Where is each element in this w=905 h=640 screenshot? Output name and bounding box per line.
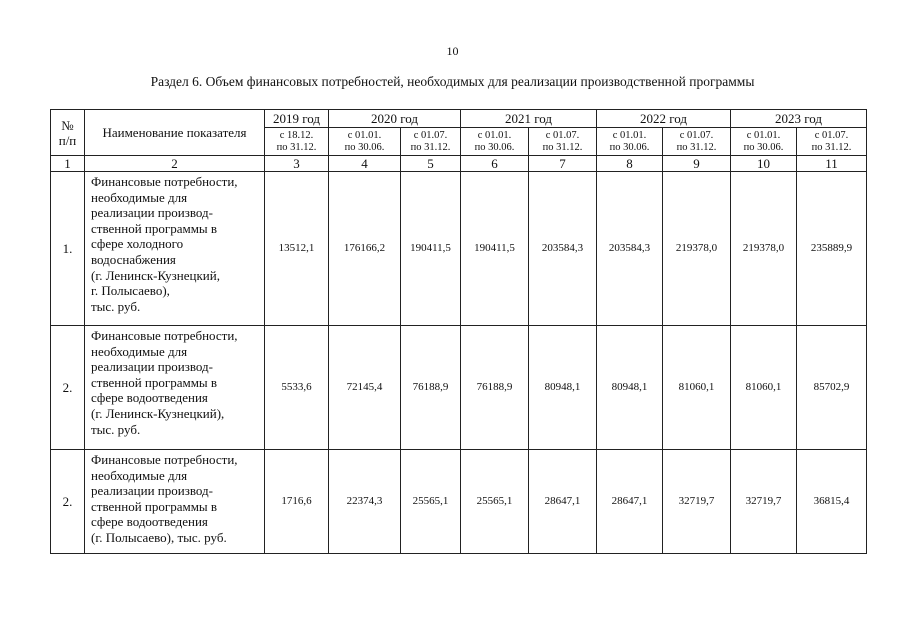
period-start: с 01.07. — [545, 129, 580, 141]
period-end: по 31.12. — [676, 141, 717, 153]
value-cell: 190411,5 — [401, 172, 461, 326]
indicator-name-line: ственной программы в — [91, 374, 218, 390]
period-header — [731, 128, 797, 156]
value-cell: 80948,1 — [597, 326, 663, 450]
period-end: по 30.06. — [474, 141, 515, 153]
indicator-name-line: ственной программы в — [91, 498, 218, 514]
period-end: по 31.12. — [410, 141, 451, 153]
value-cell: 235889,9 — [797, 172, 867, 326]
indicator-name-line: необходимые для — [91, 189, 188, 205]
value-cell: 203584,3 — [597, 172, 663, 326]
period-start: с 01.01. — [746, 129, 781, 141]
header-name-label: Наименование показателя — [102, 125, 247, 140]
value-cell: 76188,9 — [401, 326, 461, 450]
header-row-years — [51, 110, 867, 128]
value-cell: 28647,1 — [529, 450, 597, 554]
year-2022-header: 2022 год — [597, 110, 731, 128]
header-name-cell — [85, 110, 265, 156]
indicator-name-line: Финансовые потребности, — [91, 452, 238, 467]
indicator-name-line: тыс. руб. — [91, 421, 141, 437]
table-row — [51, 172, 867, 326]
value-cell: 190411,5 — [461, 172, 529, 326]
indicator-name-cell — [85, 172, 265, 326]
value-cell: 81060,1 — [731, 326, 797, 450]
value-cell: 1716,6 — [265, 450, 329, 554]
year-2023-header: 2023 год — [731, 110, 867, 128]
indicator-name-line: реализации производ- — [91, 205, 213, 221]
period-end: по 31.12. — [811, 141, 852, 153]
indicator-name-line: Финансовые потребности, — [91, 328, 238, 343]
year-2019-header: 2019 год — [265, 110, 329, 128]
value-cell: 25565,1 — [461, 450, 529, 554]
period-header — [529, 128, 597, 156]
period-start: с 01.01. — [477, 129, 512, 141]
year-2020-header: 2020 год — [329, 110, 461, 128]
value-cell: 28647,1 — [597, 450, 663, 554]
period-start: с 01.07. — [413, 129, 448, 141]
value-cell: 5533,6 — [265, 326, 329, 450]
period-header — [797, 128, 867, 156]
value-cell: 36815,4 — [797, 450, 867, 554]
indicator-name-line: (г. Ленинск-Кузнецкий), — [91, 405, 225, 421]
column-number: 11 — [797, 156, 867, 172]
column-number-row — [51, 156, 867, 172]
indicator-name-cell — [85, 450, 265, 554]
period-header — [461, 128, 529, 156]
table-row — [51, 326, 867, 450]
period-header — [663, 128, 731, 156]
column-number: 10 — [731, 156, 797, 172]
column-number: 1 — [51, 156, 85, 172]
column-number: 4 — [329, 156, 401, 172]
period-start: с 01.07. — [679, 129, 714, 141]
column-number: 3 — [265, 156, 329, 172]
indicator-name-line: (г. Ленинск-Кузнецкий, — [91, 267, 220, 283]
period-header — [597, 128, 663, 156]
indicator-name-line: ственной программы в — [91, 220, 218, 236]
period-start: с 01.07. — [814, 129, 849, 141]
period-start: с 01.01. — [347, 129, 382, 141]
indicator-name-line: реализации производ- — [91, 359, 213, 375]
indicator-name-line: сфере водоотведения — [91, 390, 208, 406]
financial-needs-table — [50, 109, 867, 554]
period-header — [401, 128, 461, 156]
indicator-name-line: Финансовые потребности, — [91, 174, 238, 189]
indicator-name-cell — [85, 326, 265, 450]
header-no-cell — [51, 110, 85, 156]
value-cell: 13512,1 — [265, 172, 329, 326]
value-cell: 72145,4 — [329, 326, 401, 450]
section-title: Раздел 6. Объем финансовых потребностей, необходимых для реализации производственной программы — [150, 74, 755, 89]
header-no-label: № п/п — [58, 117, 77, 148]
value-cell: 85702,9 — [797, 326, 867, 450]
column-number: 6 — [461, 156, 529, 172]
period-end: по 31.12. — [542, 141, 583, 153]
period-header — [265, 128, 329, 156]
value-cell: 81060,1 — [663, 326, 731, 450]
value-cell: 176166,2 — [329, 172, 401, 326]
period-end: по 30.06. — [344, 141, 385, 153]
table-body — [51, 110, 867, 554]
row-number-cell: 2. — [51, 326, 85, 450]
column-number: 7 — [529, 156, 597, 172]
indicator-name-line: сфере холодного — [91, 236, 184, 252]
indicator-name-line: тыс. руб. — [91, 298, 141, 314]
value-cell: 203584,3 — [529, 172, 597, 326]
indicator-name-line: реализации производ- — [91, 483, 213, 499]
period-end: по 30.06. — [743, 141, 784, 153]
value-cell: 219378,0 — [731, 172, 797, 326]
indicator-name-line: необходимые для — [91, 467, 188, 483]
column-number: 9 — [663, 156, 731, 172]
indicator-name-line: г. Полысаево), — [91, 283, 170, 299]
period-end: по 30.06. — [609, 141, 650, 153]
period-start: с 18.12. — [279, 129, 314, 141]
value-cell: 32719,7 — [663, 450, 731, 554]
value-cell: 25565,1 — [401, 450, 461, 554]
indicator-name-line: необходимые для — [91, 343, 188, 359]
value-cell: 80948,1 — [529, 326, 597, 450]
column-number: 5 — [401, 156, 461, 172]
row-number-cell: 1. — [51, 172, 85, 326]
value-cell: 22374,3 — [329, 450, 401, 554]
value-cell: 219378,0 — [663, 172, 731, 326]
value-cell: 76188,9 — [461, 326, 529, 450]
value-cell: 32719,7 — [731, 450, 797, 554]
column-number: 8 — [597, 156, 663, 172]
page-number: 10 — [446, 44, 459, 58]
year-2021-header: 2021 год — [461, 110, 597, 128]
period-header — [329, 128, 401, 156]
period-start: с 01.01. — [612, 129, 647, 141]
column-number: 2 — [85, 156, 265, 172]
table-row — [51, 450, 867, 554]
indicator-name-line: сфере водоотведения — [91, 514, 208, 530]
indicator-name-line: (г. Полысаево), тыс. руб. — [91, 529, 227, 545]
indicator-name-line: водоснабжения — [91, 251, 176, 267]
row-number-cell: 2. — [51, 450, 85, 554]
period-end: по 31.12. — [276, 141, 317, 153]
